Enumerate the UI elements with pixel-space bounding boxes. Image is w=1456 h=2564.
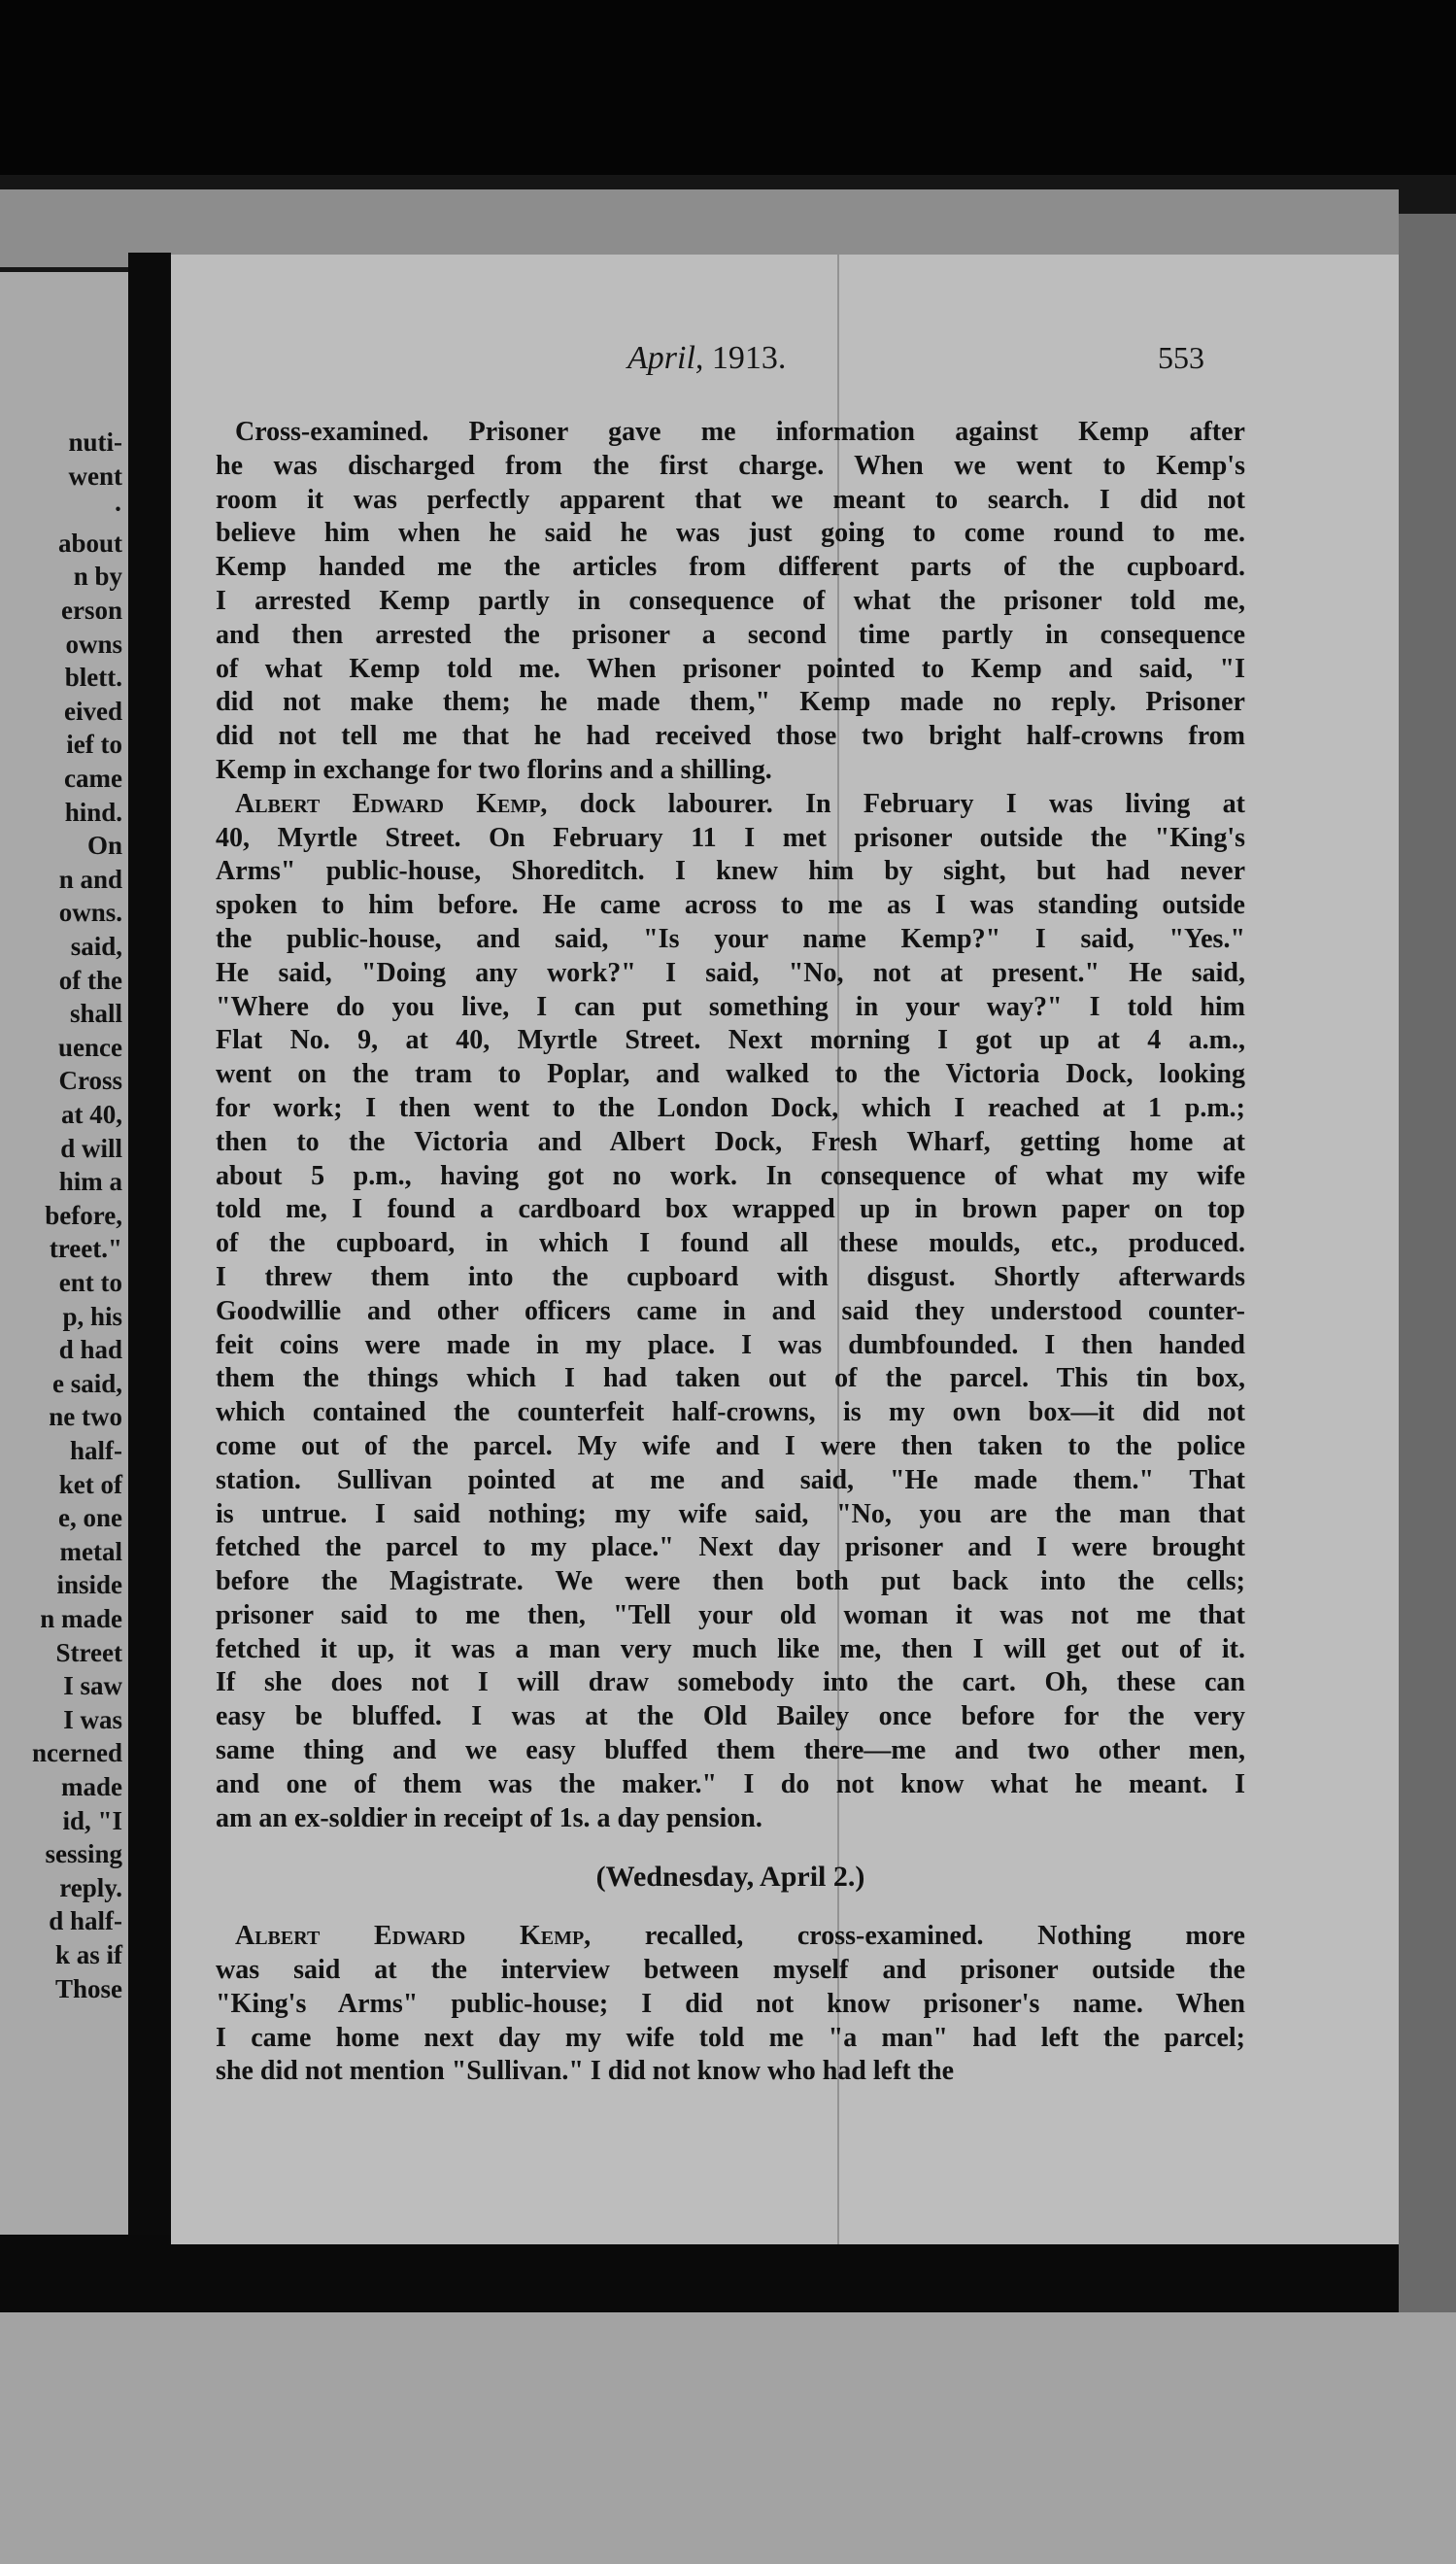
left-page-fragment: of the (58, 965, 122, 995)
left-page-fragment: p, his (62, 1301, 122, 1331)
left-page-fragment: hind. (64, 797, 122, 827)
text-line: 40, Myrtle Street. On February 11 I met prisoner outside the "King's (216, 822, 1245, 853)
text-line: feit coins were made in my place. I was dumbfounded. I then handed (216, 1329, 1245, 1360)
left-page-fragment: erson (61, 596, 122, 625)
left-page-fragment: d will (60, 1133, 122, 1163)
date-heading: (Wednesday, April 2.) (595, 1861, 865, 1894)
text-line: told me, I found a cardboard box wrapped up in brown paper on top (216, 1194, 1245, 1225)
left-page-fragment: inside (56, 1570, 122, 1600)
left-page-fragment: n made (40, 1604, 122, 1633)
left-page-fragment: before, (45, 1200, 122, 1230)
left-page-fragment: id, "I (62, 1805, 122, 1835)
text-line: she did not mention "Sullivan." I did not know who had left the (216, 2056, 955, 2087)
left-page-fragment: ent to (58, 1268, 122, 1297)
text-line: am an ex-soldier in receipt of 1s. a day pension. (216, 1802, 762, 1833)
left-page-fragment: about (57, 528, 122, 558)
text-line: same thing and we easy bluffed them there—me and two other men, (216, 1735, 1245, 1766)
text-line: was said at the interview between myself and prisoner outside the (216, 1955, 1245, 1986)
left-page-fragment: shall (69, 999, 122, 1029)
left-page-fragment: metal (59, 1536, 122, 1566)
left-page-fragment: e said, (51, 1368, 122, 1398)
left-page-fragment: eived (64, 696, 122, 726)
text-line: did not make them; he made them," Kemp made no reply. Prisoner (216, 687, 1245, 718)
left-page-fragment: ne two (49, 1402, 122, 1432)
left-page-fragment: half- (70, 1436, 122, 1465)
scan-bottom-shadow (0, 2235, 1399, 2322)
left-page-fragment: uence (58, 1032, 122, 1062)
left-page-fragment: I saw (63, 1671, 122, 1701)
text-line: come out of the parcel. My wife and I were then taken to the police (216, 1430, 1245, 1461)
text-line: Goodwillie and other officers came in and said they understood counter- (216, 1295, 1245, 1326)
text-line: of the cupboard, in which I found all these moulds, etc., produced. (216, 1228, 1245, 1259)
text-line: fetched it up, it was a man very much like me, then I will get out of it. (216, 1633, 1245, 1664)
left-page-fragment: reply. (59, 1872, 122, 1902)
text-line: then to the Victoria and Albert Dock, Fresh Wharf, getting home at (216, 1126, 1245, 1157)
left-page-fragment: nuti- (68, 427, 122, 457)
text-line: He said, "Doing any work?" I said, "No, not at present." He said, (216, 957, 1245, 988)
text-line (216, 1920, 1245, 1954)
text-line: I arrested Kemp partly in consequence of what the prisoner told me, (216, 585, 1245, 616)
text-line: Arms" public-house, Shoreditch. I knew him by sight, but had never (216, 856, 1245, 887)
text-line: for work; I then went to the London Dock, which I reached at 1 p.m.; (216, 1092, 1245, 1123)
text-line: I threw them into the cupboard with disgust. Shortly afterwards (216, 1261, 1245, 1292)
running-head-month: April, (627, 340, 704, 376)
text-line: believe him when he said he was just going to come round to me. (216, 518, 1245, 549)
left-page-fragment: n by (73, 562, 122, 592)
text-line: of what Kemp told me. When prisoner pointed to Kemp and said, "I (216, 653, 1245, 684)
text-line: Cross-examined. Prisoner gave me information against Kemp after (235, 417, 1245, 447)
left-page-fragment: Those (54, 1973, 122, 2003)
page-body (216, 416, 1245, 2089)
book-gutter (128, 253, 171, 2273)
left-page-fragment: made (61, 1772, 122, 1801)
left-page-fragment: I was (63, 1704, 122, 1734)
left-page-fragment: e, one (58, 1503, 122, 1533)
left-page-edge (0, 272, 128, 2254)
left-page-fragment: treet." (49, 1234, 122, 1264)
text-line: and one of them was the maker." I do not know what he meant. I (216, 1768, 1245, 1799)
left-page-fragment: him a (58, 1167, 122, 1197)
right-page-edge (1399, 214, 1456, 2312)
text-line: easy be bluffed. I was at the Old Bailey once before for the very (216, 1701, 1245, 1732)
text-line-remainder: dock labourer. In February I was living at (547, 788, 1245, 819)
text-line-remainder: recalled, cross-examined. Nothing more (591, 1921, 1245, 1952)
speaker-name: Albert Edward Kemp, (235, 1921, 592, 1952)
left-page-fragment: sessing (45, 1839, 122, 1869)
left-page-fragment: at 40, (61, 1100, 122, 1129)
text-line: "Where do you live, I can put something in your way?" I told him (216, 991, 1245, 1022)
left-page-fragment: d half- (49, 1906, 122, 1936)
left-page-fragment: ket of (58, 1469, 122, 1499)
text-line: fetched the parcel to my place." Next day prisoner and I were brought (216, 1532, 1245, 1563)
text-line: before the Magistrate. We were then both put back into the cells; (216, 1566, 1245, 1597)
text-line: If she does not I will draw somebody into the cart. Oh, these can (216, 1667, 1245, 1698)
page-number: 553 (1158, 340, 1204, 375)
left-page-fragment: Cross (58, 1066, 122, 1096)
page-header (171, 340, 1399, 383)
text-line: did not tell me that he had received those two bright half-crowns from (216, 721, 1245, 752)
left-page-fragment: On (86, 831, 122, 861)
left-page-fragment: · (113, 495, 122, 525)
text-line: Kemp handed me the articles from different parts of the cupboard. (216, 552, 1245, 583)
text-line: went on the tram to Poplar, and walked to the Victoria Dock, looking (216, 1059, 1245, 1090)
left-page-fragment: d had (58, 1335, 122, 1365)
running-head-year: 1913. (711, 340, 787, 376)
left-page-fragment: went (68, 461, 122, 491)
paragraph-kemp-recalled (216, 1920, 1245, 2089)
left-page-fragment: owns (65, 629, 122, 659)
left-page-fragment: n and (58, 864, 122, 894)
running-head (627, 340, 786, 377)
left-page-fragment: Street (55, 1637, 122, 1667)
text-line (216, 788, 1245, 822)
left-page-fragment: k as if (54, 1940, 122, 1969)
speaker-name: Albert Edward Kemp, (235, 788, 548, 819)
text-line: which contained the counterfeit half-crowns, is my own box—it did not (216, 1397, 1245, 1428)
paragraph-cross-examination (216, 416, 1245, 788)
left-page-fragment: ief to (66, 730, 122, 760)
left-page-fragment: blett. (64, 663, 122, 693)
text-line: is untrue. I said nothing; my wife said, "No, you are the man that (216, 1498, 1245, 1529)
text-line: Kemp in exchange for two florins and a shilling. (216, 754, 772, 785)
text-line: spoken to him before. He came across to me as I was standing outside (216, 890, 1245, 921)
text-line: room it was perfectly apparent that we meant to search. I did not (216, 484, 1245, 515)
left-page-fragment: owns. (58, 898, 122, 928)
text-line: and then arrested the prisoner a second time partly in consequence (216, 619, 1245, 650)
text-line: he was discharged from the first charge. When we went to Kemp's (216, 450, 1245, 481)
text-line: prisoner said to me then, "Tell your old woman it was not me that (216, 1599, 1245, 1630)
text-line: I came home next day my wife told me "a man" had left the parcel; (216, 2022, 1245, 2053)
text-line: Flat No. 9, at 40, Myrtle Street. Next morning I got up at 4 a.m., (216, 1025, 1245, 1056)
left-page-fragment: ncerned (32, 1738, 122, 1768)
scan-bottom-surface (0, 2312, 1456, 2564)
left-page-fragment: came (64, 764, 122, 793)
left-page-fragment: said, (70, 932, 122, 961)
text-line: them the things which I had taken out of the parcel. This tin box, (216, 1363, 1245, 1394)
text-line: station. Sullivan pointed at me and said, "He made them." That (216, 1464, 1245, 1495)
text-line: the public-house, and said, "Is your name Kemp?" I said, "Yes." (216, 923, 1245, 954)
paragraph-kemp-testimony (216, 788, 1245, 1836)
text-line: about 5 p.m., having got no work. In consequence of what my wife (216, 1160, 1245, 1191)
text-line: "King's Arms" public-house; I did not know prisoner's name. When (216, 1988, 1245, 2019)
